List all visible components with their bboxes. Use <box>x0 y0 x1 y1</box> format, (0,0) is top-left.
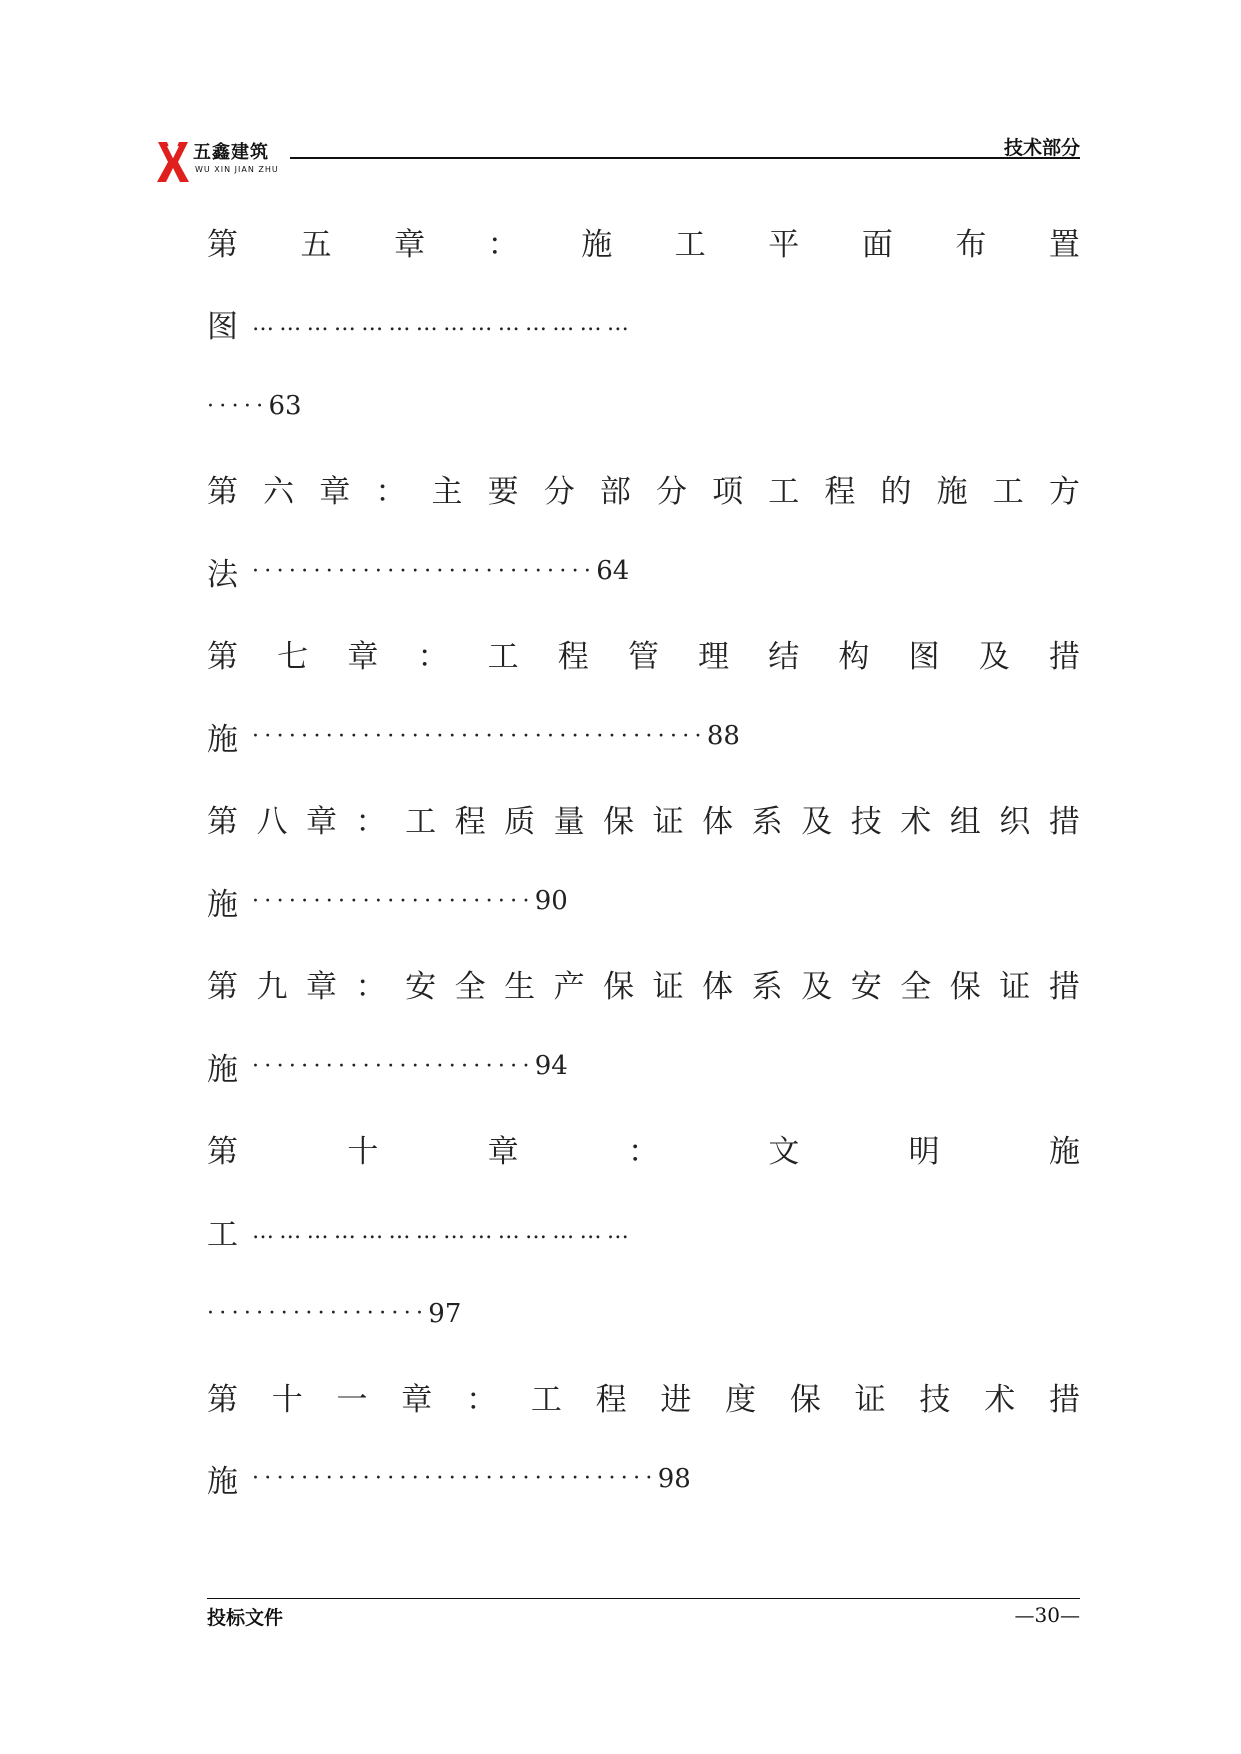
toc-entry-ch11-leader <box>207 1438 1080 1521</box>
toc-entry-ch6-leader <box>207 530 1080 613</box>
title-char: 施 <box>207 886 238 923</box>
table-of-contents <box>207 200 1080 1520</box>
title-char: ： <box>375 474 407 511</box>
title-char: 系 <box>751 804 783 841</box>
toc-entry-ch5-title[interactable] <box>207 200 1080 283</box>
title-char: 六 <box>263 474 295 511</box>
dot-leader: ······················· <box>252 1053 535 1079</box>
title-char: 第 <box>207 1381 238 1418</box>
title-char: 文 <box>768 1134 800 1171</box>
title-char: 第 <box>207 639 238 676</box>
title-char: 七 <box>277 639 309 676</box>
toc-entry-ch5-page <box>207 365 1080 448</box>
page-header <box>0 0 1241 190</box>
title-char: 保 <box>949 969 981 1006</box>
title-char: 组 <box>949 804 981 841</box>
title-char: 工 <box>992 474 1024 511</box>
title-char: 度 <box>725 1381 757 1418</box>
title-char: 程 <box>557 639 589 676</box>
title-char: 安 <box>405 969 437 1006</box>
title-char: 程 <box>595 1381 627 1418</box>
dot-leader: ································· <box>252 1466 658 1492</box>
title-char: 五 <box>300 226 332 263</box>
title-char: 章 <box>401 1381 433 1418</box>
title-char: 章 <box>306 804 338 841</box>
footer-doc-label: 投标文件 <box>207 1607 284 1629</box>
title-char: 系 <box>751 969 783 1006</box>
title-char: 明 <box>908 1134 940 1171</box>
title-char: 方 <box>1048 474 1080 511</box>
toc-entry-ch8-title[interactable] <box>207 778 1080 861</box>
title-char: 八 <box>256 804 288 841</box>
title-char: 九 <box>256 969 288 1006</box>
page-number: 90 <box>534 886 568 917</box>
title-char: 施 <box>1048 1134 1080 1171</box>
title-char: 量 <box>553 804 585 841</box>
title-char: 保 <box>603 969 635 1006</box>
toc-entry-ch11-title[interactable] <box>207 1355 1080 1438</box>
title-char: ： <box>487 226 519 263</box>
title-char: 面 <box>861 226 893 263</box>
logo-mark-icon <box>155 140 191 184</box>
title-char: 措 <box>1048 639 1080 676</box>
title-char: 一 <box>336 1381 368 1418</box>
title-char: 及 <box>801 804 833 841</box>
title-char: 保 <box>789 1381 821 1418</box>
toc-entry-ch9-title[interactable] <box>207 943 1080 1026</box>
title-char: 证 <box>854 1381 886 1418</box>
toc-entry-ch9-leader <box>207 1025 1080 1108</box>
toc-entry-ch8-leader <box>207 860 1080 943</box>
title-char: 工 <box>487 639 519 676</box>
title-char: ： <box>417 639 449 676</box>
title-char: 结 <box>768 639 800 676</box>
page-number: 88 <box>706 721 740 752</box>
title-char: 术 <box>984 1381 1016 1418</box>
title-char: 工 <box>674 226 706 263</box>
title-char: 构 <box>838 639 870 676</box>
brand-logo <box>155 138 285 186</box>
title-char: 第 <box>207 1134 238 1171</box>
title-char: 进 <box>660 1381 692 1418</box>
dot-leader: ····· <box>207 393 269 419</box>
title-char: 质 <box>504 804 536 841</box>
dot-leader: ·················· <box>207 1301 429 1327</box>
title-char: 工 <box>768 474 800 511</box>
title-char: 分 <box>543 474 575 511</box>
toc-entry-ch5-leader <box>207 283 1080 366</box>
title-char: 全 <box>454 969 486 1006</box>
title-char: 部 <box>599 474 631 511</box>
toc-entry-ch6-title[interactable] <box>207 448 1080 531</box>
title-char: 章 <box>306 969 338 1006</box>
title-char: ： <box>355 804 387 841</box>
title-char: ： <box>466 1381 498 1418</box>
title-char: 体 <box>702 969 734 1006</box>
title-char: 图 <box>908 639 940 676</box>
title-char: 工 <box>530 1381 562 1418</box>
title-char: ： <box>355 969 387 1006</box>
toc-entry-ch10-title[interactable] <box>207 1108 1080 1191</box>
title-char: 要 <box>487 474 519 511</box>
toc-entry-ch10-leader <box>207 1190 1080 1273</box>
title-char: 证 <box>652 804 684 841</box>
title-char: 证 <box>652 969 684 1006</box>
dot-leader: ····································· <box>252 723 707 749</box>
title-char: 施 <box>207 1464 238 1501</box>
title-char: 第 <box>207 804 238 841</box>
title-char: 技 <box>919 1381 951 1418</box>
header-rule <box>290 157 1080 159</box>
title-char: 措 <box>1048 969 1080 1006</box>
title-char: ： <box>627 1134 659 1171</box>
title-char: 施 <box>936 474 968 511</box>
page-number: 63 <box>268 391 302 422</box>
footer-rule <box>207 1598 1080 1599</box>
title-char: 第 <box>207 474 238 511</box>
title-char: 施 <box>207 721 238 758</box>
title-char: 施 <box>581 226 613 263</box>
title-char: 管 <box>627 639 659 676</box>
title-char: 主 <box>431 474 463 511</box>
dot-leader: …………………………………… <box>252 1218 635 1244</box>
toc-entry-ch7-leader <box>207 695 1080 778</box>
title-char: 保 <box>603 804 635 841</box>
title-char: 及 <box>801 969 833 1006</box>
title-char: 措 <box>1048 1381 1080 1418</box>
title-char: 施 <box>207 1051 238 1088</box>
page-number: 64 <box>596 556 630 587</box>
title-char: 分 <box>656 474 687 511</box>
page-number: 97 <box>428 1298 462 1329</box>
dot-leader: …………………………………… <box>252 311 635 337</box>
title-char: 及 <box>978 639 1010 676</box>
title-char: 十 <box>347 1134 379 1171</box>
title-char: 织 <box>999 804 1031 841</box>
title-char: 全 <box>900 969 932 1006</box>
title-char: 技 <box>850 804 882 841</box>
title-char: 术 <box>900 804 932 841</box>
title-char: 生 <box>504 969 536 1006</box>
title-char: 章 <box>487 1134 519 1171</box>
page-number: 98 <box>657 1463 691 1494</box>
title-char: 产 <box>553 969 585 1006</box>
title-char: 章 <box>319 474 351 511</box>
title-char: 安 <box>850 969 882 1006</box>
title-char: 置 <box>1048 226 1080 263</box>
title-char: 平 <box>768 226 800 263</box>
title-char: 体 <box>702 804 734 841</box>
title-char: 项 <box>712 474 744 511</box>
title-char: 工 <box>207 1216 238 1253</box>
title-char: 图 <box>207 309 238 346</box>
title-char: 程 <box>824 474 856 511</box>
footer-page-number: —30— <box>1014 1603 1080 1627</box>
title-char: 工 <box>405 804 437 841</box>
toc-entry-ch7-title[interactable] <box>207 613 1080 696</box>
title-char: 措 <box>1048 804 1080 841</box>
brand-name-en: WU XIN JIAN ZHU <box>195 165 279 174</box>
title-char: 第 <box>207 969 238 1006</box>
section-label: 技术部分 <box>1003 137 1080 159</box>
title-char: 十 <box>271 1381 303 1418</box>
brand-name-cn: 五鑫建筑 <box>193 142 269 163</box>
title-char: 章 <box>347 639 379 676</box>
page-number: 94 <box>534 1051 568 1082</box>
title-char: 布 <box>955 226 987 263</box>
title-char: 的 <box>880 474 912 511</box>
title-char: 证 <box>999 969 1031 1006</box>
title-char: 法 <box>207 556 238 593</box>
title-char: 第 <box>207 226 238 263</box>
title-char: 理 <box>698 639 730 676</box>
dot-leader: ···························· <box>252 558 597 584</box>
toc-entry-ch10-page <box>207 1273 1080 1356</box>
dot-leader: ······················· <box>252 888 535 914</box>
title-char: 程 <box>454 804 486 841</box>
title-char: 章 <box>394 226 426 263</box>
